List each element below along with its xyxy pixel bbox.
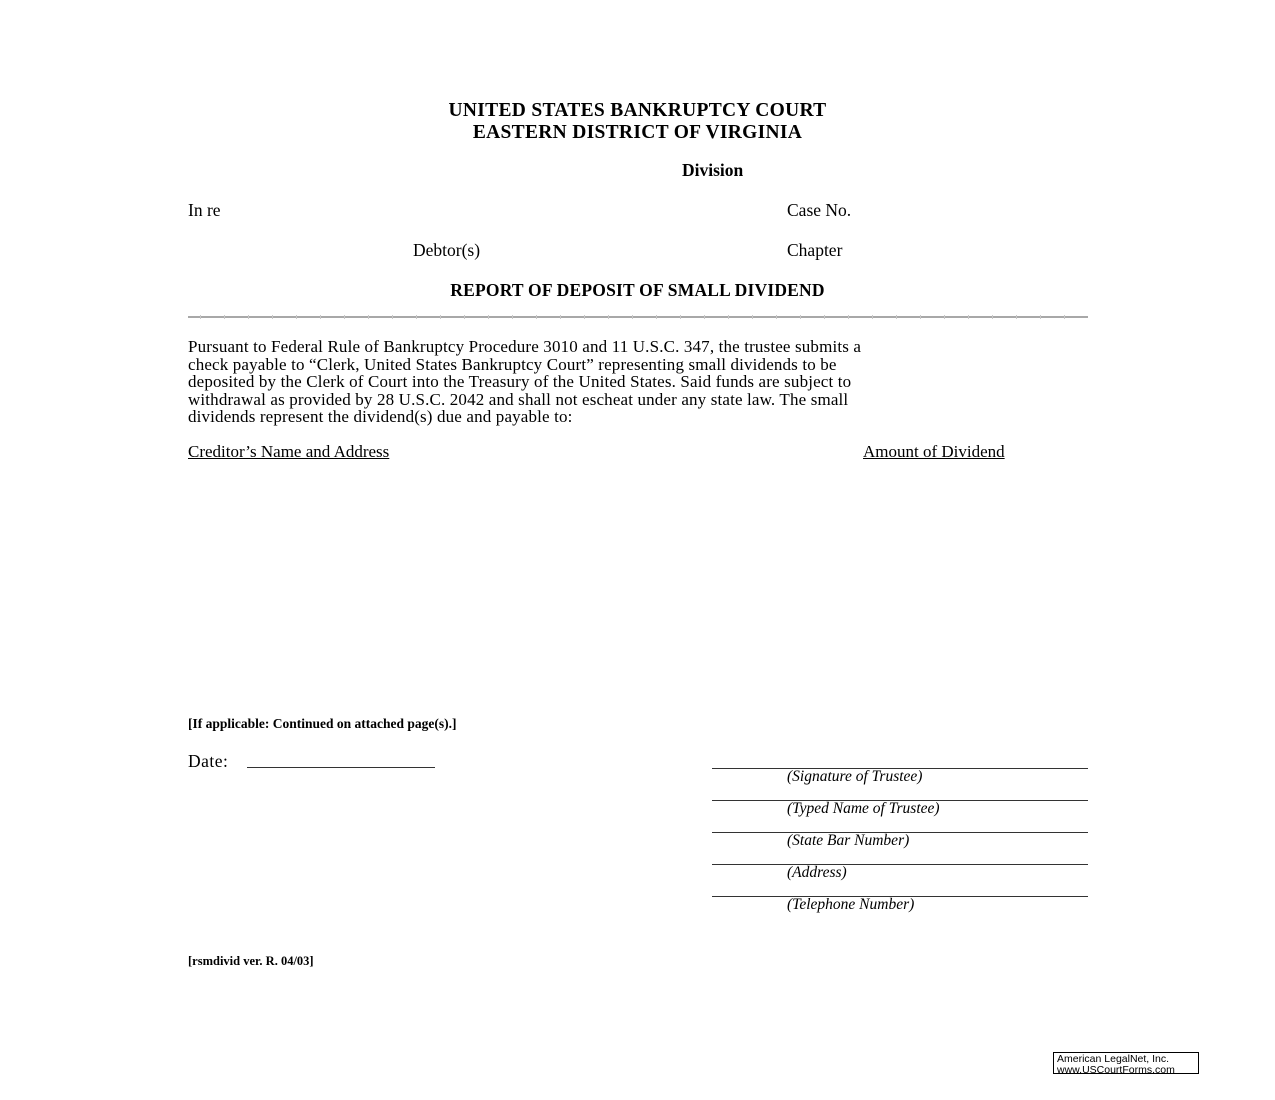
separator-tick bbox=[512, 315, 513, 319]
signature-label: (Signature of Trustee) bbox=[787, 768, 923, 785]
separator-tick bbox=[344, 315, 345, 319]
separator-tick bbox=[560, 315, 561, 319]
separator-tick bbox=[488, 315, 489, 319]
amount-column-header: Amount of Dividend bbox=[863, 442, 1005, 461]
separator-rule bbox=[188, 316, 1088, 318]
separator-tick bbox=[680, 315, 681, 319]
separator-tick bbox=[776, 315, 777, 319]
separator-tick bbox=[896, 315, 897, 319]
separator-tick bbox=[248, 315, 249, 319]
separator-tick bbox=[1040, 315, 1041, 319]
separator-tick bbox=[392, 315, 393, 319]
state-bar-number-label: (State Bar Number) bbox=[787, 832, 910, 849]
document-title: REPORT OF DEPOSIT OF SMALL DIVIDEND bbox=[450, 280, 825, 300]
publisher-badge bbox=[1053, 1052, 1199, 1074]
separator-tick bbox=[224, 315, 225, 319]
separator-tick bbox=[296, 315, 297, 319]
separator-tick bbox=[848, 315, 849, 319]
creditor-column-header: Creditor’s Name and Address bbox=[188, 442, 390, 461]
separator-tick bbox=[968, 315, 969, 319]
separator-tick bbox=[464, 315, 465, 319]
address-field[interactable] bbox=[712, 864, 1088, 865]
separator-tick bbox=[824, 315, 825, 319]
separator-tick bbox=[920, 315, 921, 319]
court-district: EASTERN DISTRICT OF VIRGINIA bbox=[472, 122, 803, 143]
separator-tick bbox=[536, 315, 537, 319]
separator-tick bbox=[728, 315, 729, 319]
separator-tick bbox=[584, 315, 585, 319]
body-line: withdrawal as provided by 28 U.S.C. 2042 and shall not escheat under any state law. The small bbox=[188, 389, 849, 409]
separator-tick bbox=[200, 315, 201, 319]
separator-tick bbox=[608, 315, 609, 319]
date-field[interactable] bbox=[247, 767, 435, 768]
publisher-url: www.USCourtForms.com bbox=[1057, 1063, 1175, 1076]
telephone-label: (Telephone Number) bbox=[787, 896, 915, 913]
division-label: Division bbox=[682, 160, 744, 180]
separator-tick bbox=[1016, 315, 1017, 319]
creditor-list-area[interactable] bbox=[188, 470, 1088, 705]
typed-name-label: (Typed Name of Trustee) bbox=[787, 800, 940, 817]
form-version: [rsmdivid ver. R. 04/03] bbox=[188, 954, 314, 968]
separator-tick bbox=[368, 315, 369, 319]
separator-tick bbox=[416, 315, 417, 319]
separator-tick bbox=[320, 315, 321, 319]
in-re-label: In re bbox=[188, 200, 221, 220]
continued-note: [If applicable: Continued on attached page(s).] bbox=[188, 716, 457, 731]
body-line: deposited by the Clerk of Court into the Treasury of the United States. Said funds are subject to bbox=[188, 372, 852, 392]
date-label: Date: bbox=[188, 751, 229, 771]
address-label: (Address) bbox=[787, 864, 847, 881]
separator-tick bbox=[872, 315, 873, 319]
separator-tick bbox=[800, 315, 801, 319]
separator-tick bbox=[1064, 315, 1065, 319]
court-name: UNITED STATES BANKRUPTCY COURT bbox=[448, 100, 827, 121]
separator-tick bbox=[656, 315, 657, 319]
body-paragraph bbox=[188, 338, 1088, 426]
chapter-label: Chapter bbox=[787, 240, 843, 260]
publisher-name: American LegalNet, Inc. bbox=[1057, 1053, 1170, 1065]
separator-tick bbox=[440, 315, 441, 319]
separator-tick bbox=[944, 315, 945, 319]
separator-tick bbox=[752, 315, 753, 319]
body-line: check payable to “Clerk, United States Bankruptcy Court” representing small dividends to be bbox=[188, 354, 837, 374]
separator-tick bbox=[992, 315, 993, 319]
separator-tick bbox=[704, 315, 705, 319]
separator-tick bbox=[272, 315, 273, 319]
separator-tick bbox=[632, 315, 633, 319]
body-line: dividends represent the dividend(s) due and payable to: bbox=[188, 407, 573, 427]
debtor-label: Debtor(s) bbox=[413, 240, 481, 260]
body-line: Pursuant to Federal Rule of Bankruptcy Procedure 3010 and 11 U.S.C. 347, the trustee submits a bbox=[188, 337, 862, 356]
case-no-label: Case No. bbox=[787, 200, 852, 220]
